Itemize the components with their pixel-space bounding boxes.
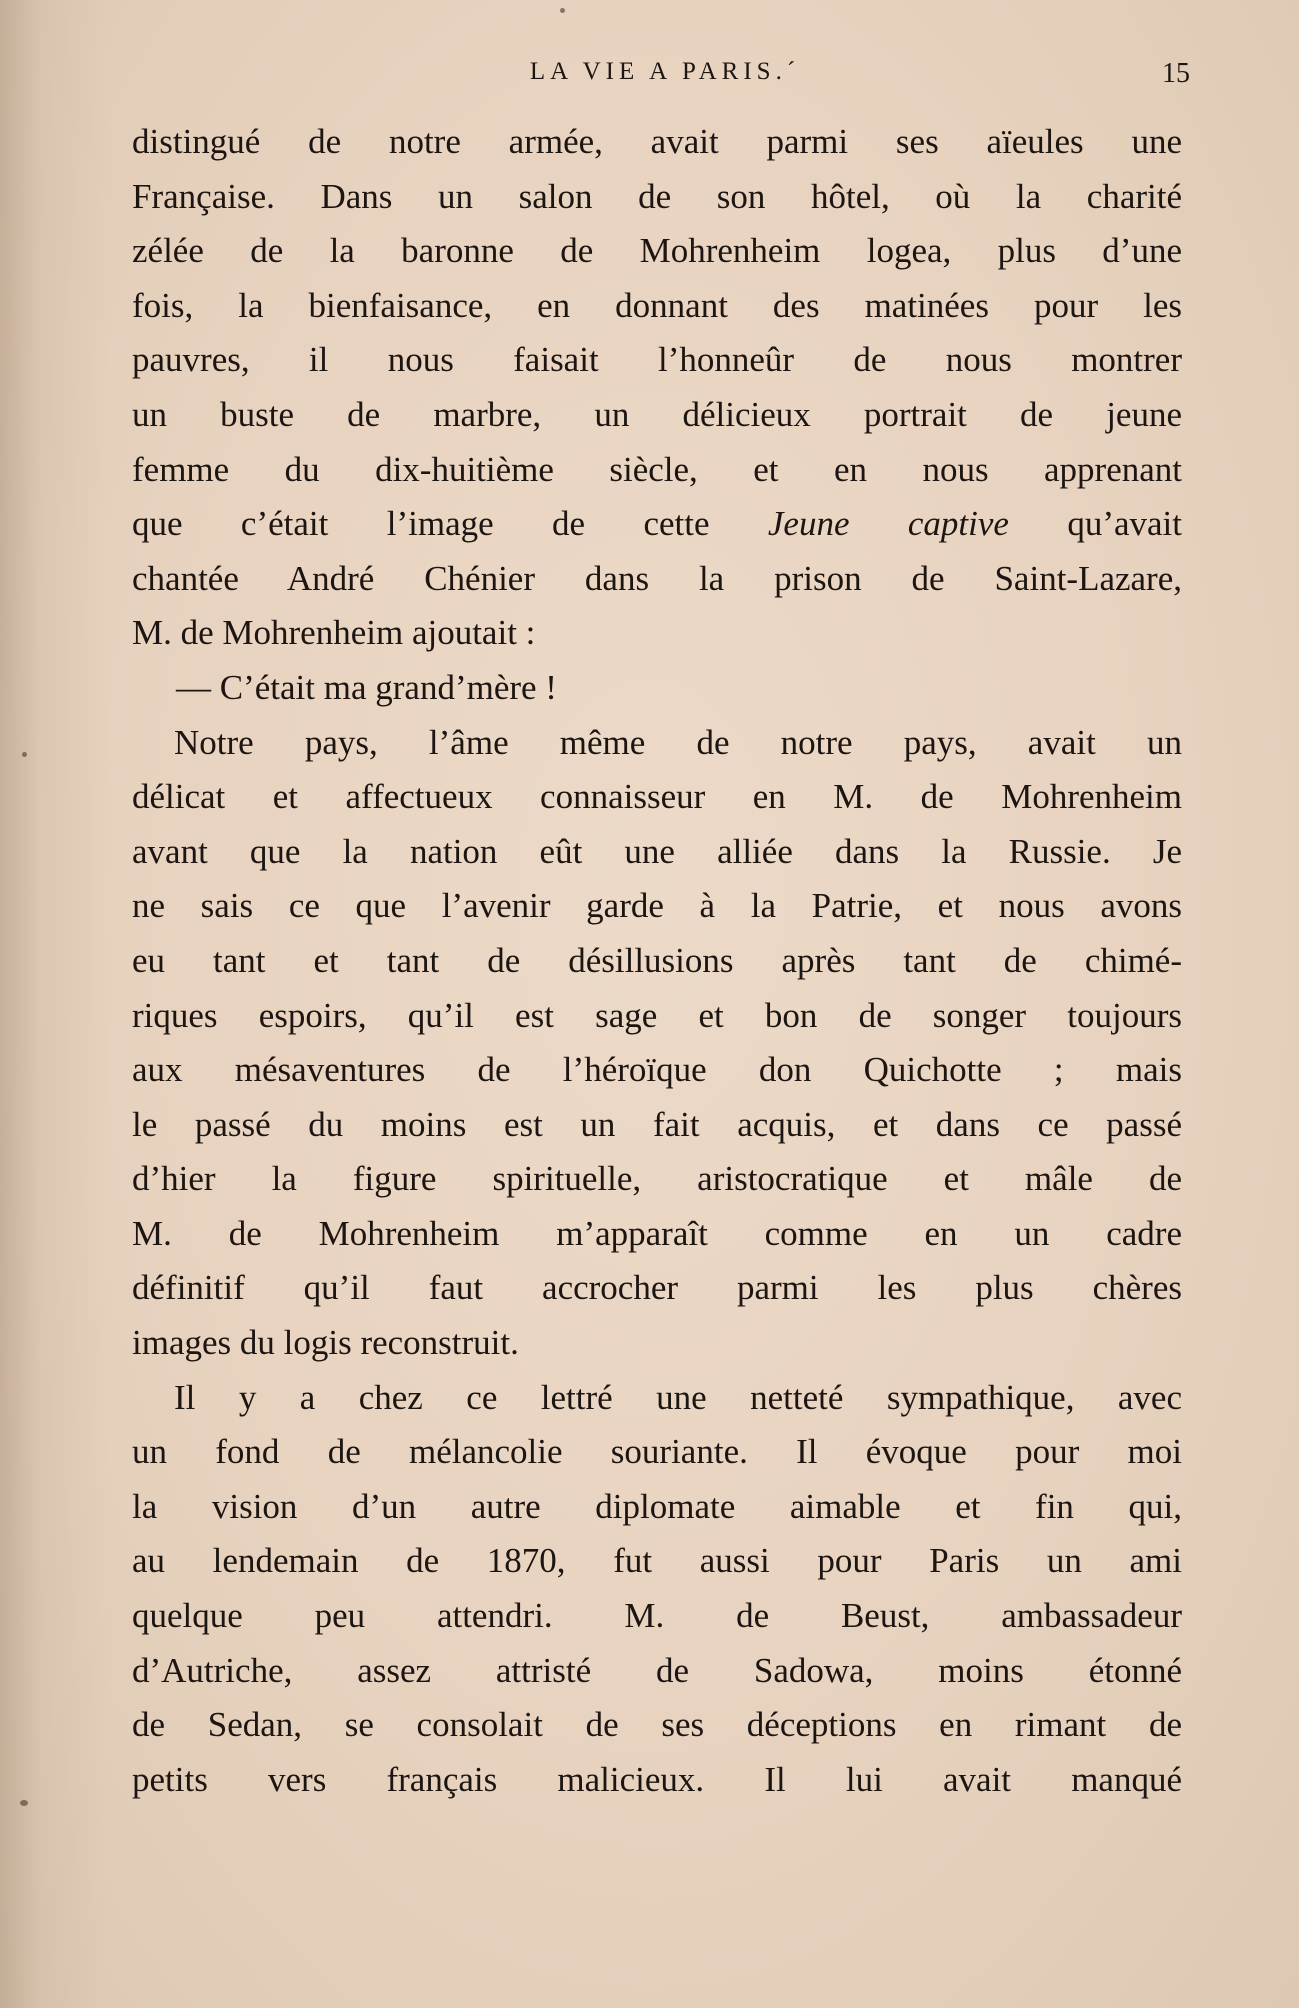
ink-speck (22, 752, 27, 757)
running-title: LA VIE A PARIS.´ (529, 58, 801, 85)
text-line: femme du dix-huitième siècle, et en nous apprenant (132, 449, 1182, 489)
text-line: quelque peu attendri. M. de Beust, ambassadeur (132, 1596, 1182, 1636)
text-line: d’hier la figure spirituelle, aristocratique et mâle de (132, 1159, 1182, 1199)
text-line: M. de Mohrenheim ajoutait : (132, 613, 536, 653)
text-segment: qu’avait (1067, 504, 1183, 544)
text-line: petits vers français malicieux. Il lui avait manqué (132, 1759, 1182, 1799)
text-line-with-italic (132, 497, 1182, 552)
body-text (132, 115, 1182, 1807)
ink-speck (560, 8, 565, 13)
text-line: au lendemain de 1870, fut aussi pour Paris un ami (132, 1541, 1182, 1581)
dialogue-line: — C’était ma grand’mère ! (176, 667, 557, 707)
text-line: la vision d’un autre diplomate aimable et fin qui, (132, 1486, 1182, 1526)
text-line: images du logis reconstruit. (132, 1323, 519, 1363)
ink-speck (20, 1800, 28, 1806)
text-line: aux mésaventures de l’héroïque don Quichotte ; mais (132, 1050, 1182, 1090)
paragraph-start: Notre pays, l’âme même de notre pays, avait un (174, 722, 1182, 762)
text-line: M. de Mohrenheim m’apparaît comme en un cadre (132, 1213, 1182, 1253)
text-segment: que c’était l’image de cette (132, 504, 710, 544)
text-line: délicat et affectueux connaisseur en M. de Mohrenheim (132, 777, 1182, 817)
text-line: avant que la nation eût une alliée dans la Russie. Je (132, 831, 1182, 871)
text-line: riques espoirs, qu’il est sage et bon de songer toujours (132, 995, 1182, 1035)
text-line: de Sedan, se consolait de ses déceptions en rimant de (132, 1705, 1182, 1745)
page-header (130, 58, 1190, 98)
text-line: d’Autriche, assez attristé de Sadowa, moins étonné (132, 1650, 1182, 1690)
text-line: le passé du moins est un fait acquis, et dans ce passé (132, 1104, 1182, 1144)
text-line: chantée André Chénier dans la prison de Saint-Lazare, (132, 558, 1182, 598)
text-line: distingué de notre armée, avait parmi ses aïeules une (132, 122, 1182, 161)
text-line: zélée de la baronne de Mohrenheim logea, plus d’une (132, 231, 1182, 271)
paragraph-start: Il y a chez ce lettré une netteté sympathique, avec (174, 1377, 1182, 1417)
text-line: ne sais ce que l’avenir garde à la Patrie, et nous avons (132, 886, 1182, 926)
text-line: un buste de marbre, un délicieux portrait de jeune (132, 394, 1182, 434)
italic-title: Jeune captive (767, 504, 1009, 544)
page-number: 15 (1162, 58, 1190, 89)
text-line: définitif qu’il faut accrocher parmi les plus chères (132, 1268, 1182, 1308)
text-line: Française. Dans un salon de son hôtel, où la charité (132, 176, 1182, 216)
text-line: fois, la bienfaisance, en donnant des matinées pour les (132, 285, 1182, 325)
text-line: eu tant et tant de désillusions après tant de chimé- (132, 940, 1182, 980)
text-line: pauvres, il nous faisait l’honneûr de nous montrer (132, 340, 1182, 380)
text-line: un fond de mélancolie souriante. Il évoque pour moi (132, 1432, 1182, 1472)
